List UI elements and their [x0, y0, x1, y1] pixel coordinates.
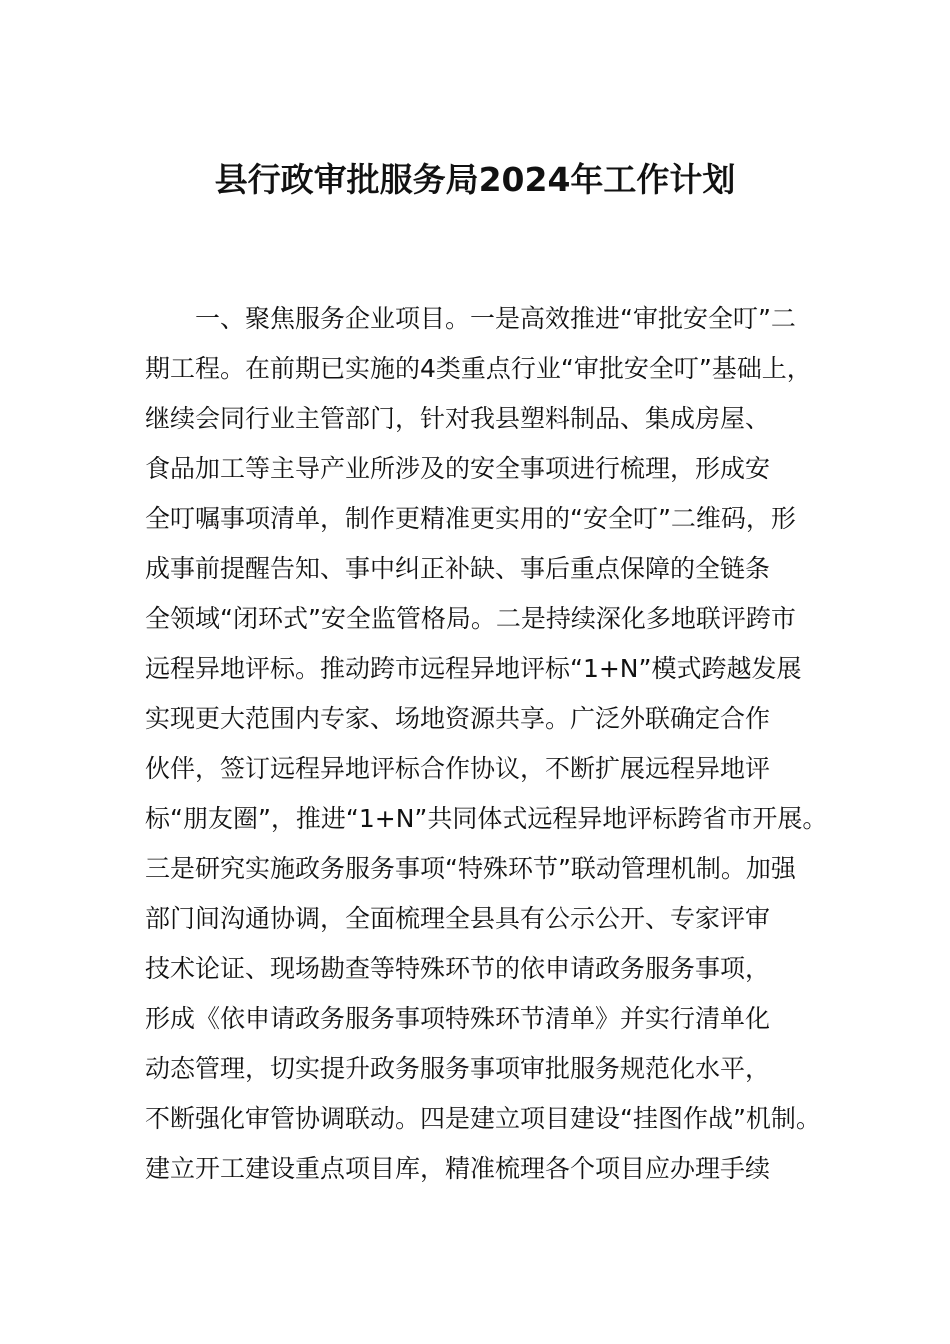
body-line-10: 伙伴，签订远程异地评标合作协议，不断扩展远程异地评 — [145, 754, 771, 783]
body-line-1: 一、聚焦服务企业项目。一是高效推进“审批安全叮”二 — [195, 304, 796, 333]
body-line-4: 食品加工等主导产业所涉及的安全事项进行梳理，形成安 — [145, 454, 771, 483]
body-line-2: 期工程。在前期已实施的4类重点行业“审批安全叮”基础上， — [145, 354, 812, 383]
body-line-9: 实现更大范围内专家、场地资源共享。广泛外联确定合作 — [145, 704, 771, 733]
body-line-5: 全叮嘱事项清单，制作更精准更实用的“安全叮”二维码，形 — [145, 504, 796, 533]
body-line-17: 不断强化审管协调联动。四是建立项目建设“挂图作战”机制。 — [145, 1104, 821, 1133]
body-line-8: 远程异地评标。推动跨市远程异地评标“1+N”模式跨越发展 — [145, 654, 802, 683]
body-line-15: 形成《依申请政务服务事项特殊环节清单》并实行清单化 — [145, 1004, 771, 1033]
body-line-14: 技术论证、现场勘查等特殊环节的依申请政务服务事项， — [145, 954, 771, 983]
body-line-18: 建立开工建设重点项目库，精准梳理各个项目应办理手续 — [145, 1154, 771, 1183]
body-line-3: 继续会同行业主管部门，针对我县塑料制品、集成房屋、 — [145, 404, 771, 433]
body-line-6: 成事前提醒告知、事中纠正补缺、事后重点保障的全链条 — [145, 554, 771, 583]
document-body — [145, 294, 845, 1194]
body-line-7: 全领域“闭环式”安全监管格局。二是持续深化多地联评跨市 — [145, 604, 796, 633]
body-line-16: 动态管理，切实提升政务服务事项审批服务规范化水平， — [145, 1054, 771, 1083]
body-line-12: 三是研究实施政务服务事项“特殊环节”联动管理机制。加强 — [145, 854, 796, 883]
body-line-11: 标“朋友圈”，推进“1+N”共同体式远程异地评标跨省市开展。 — [145, 804, 828, 833]
document-title: 县行政审批服务局2024年工作计划 — [214, 160, 736, 199]
body-line-13: 部门间沟通协调，全面梳理全县具有公示公开、专家评审 — [145, 904, 771, 933]
